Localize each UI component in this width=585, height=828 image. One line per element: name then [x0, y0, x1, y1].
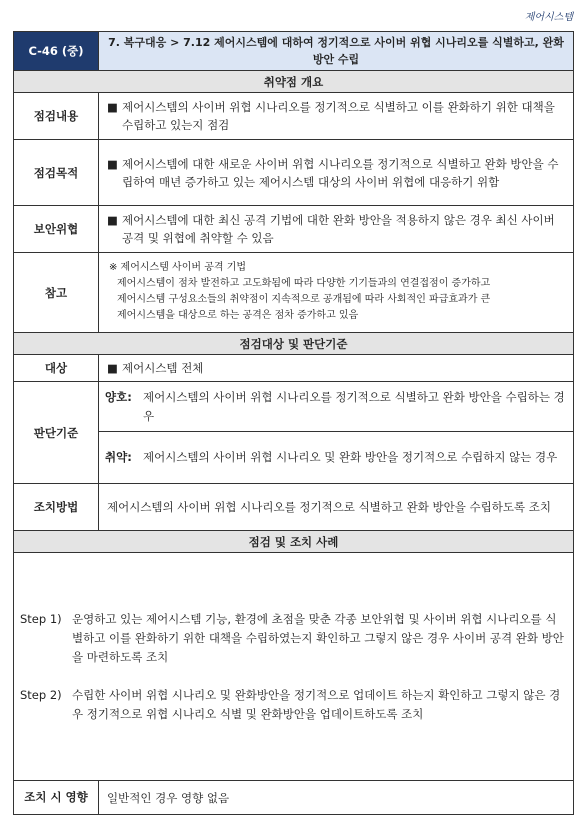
- row-label: 점검내용: [14, 93, 99, 140]
- row-text: 제어시스템의 사이버 위협 시나리오를 정기적으로 식별하고 완화 방안을 수립하도록 조치: [99, 484, 574, 531]
- vulnerability-check-table: [13, 31, 574, 815]
- row-text: 제어시스템 전체: [122, 361, 204, 375]
- row-check-content: [14, 93, 574, 140]
- item-code: C-46 (중): [14, 32, 99, 71]
- row-cases: [14, 553, 574, 781]
- reference-line: 제어시스템 구성요소들의 취약점이 지속적으로 공개됨에 따라 사회적인 파급효과가 큰: [117, 294, 491, 305]
- bullet-square-icon: ■: [107, 213, 118, 227]
- row-text: 일반적인 경우 영향 없음: [99, 781, 574, 815]
- row-action: [14, 484, 574, 531]
- bullet-square-icon: ■: [107, 100, 118, 114]
- row-label: 대상: [14, 355, 99, 382]
- section-cases-title: 점검 및 조치 사례: [14, 531, 574, 553]
- row-label: 참고: [14, 253, 99, 333]
- row-label: 조치방법: [14, 484, 99, 531]
- row-label: 판단기준: [14, 382, 99, 484]
- section-criteria-title: 점검대상 및 판단기준: [14, 333, 574, 355]
- row-label: 보안위협: [14, 206, 99, 253]
- row-label: 점검목적: [14, 140, 99, 206]
- row-criteria-good: [14, 382, 574, 432]
- step-key: Step 1): [20, 611, 62, 626]
- row-text: 제어시스템에 대한 새로운 사이버 위협 시나리오를 정기적으로 식별하고 완화 방안을 수립하여 매년 증가하고 있는 제어시스템 대상의 사이버 위협에 대응하기 위함: [122, 156, 559, 189]
- row-impact: [14, 781, 574, 815]
- case-step: [20, 610, 565, 667]
- step-text: 운영하고 있는 제어시스템 기능, 환경에 초점을 맞춘 각종 보안위협 및 사이버 위협 시나리오를 식별하고 이를 완화하기 위한 대책을 수립하였는지 확인하고 그렇지 않은 경우 사이버 공격 완화 방안을 마련하도록 조치: [72, 611, 564, 664]
- step-key: Step 2): [20, 687, 62, 702]
- case-step: [20, 686, 565, 724]
- row-text: 제어시스템에 대한 최신 공격 기법에 대한 완화 방안을 적용하지 않은 경우 최신 사이버 공격 및 위협에 취약할 수 있음: [122, 213, 555, 245]
- step-text: 수립한 사이버 위협 시나리오 및 완화방안을 정기적으로 업데이트 하는지 확인하고 그렇지 않은 경우 정기적으로 위협 시나리오 식별 및 완화방안을 업데이트하도록 조치: [72, 687, 561, 721]
- criteria-good-text: 제어시스템의 사이버 위협 시나리오를 정기적으로 식별하고 완화 방안을 수립하는 경우: [143, 389, 565, 423]
- criteria-weak-key: 취약:: [105, 450, 132, 464]
- row-target: [14, 355, 574, 382]
- row-check-purpose: [14, 140, 574, 206]
- reference-line: 제어시스템이 점차 발전하고 고도화됨에 따라 다양한 기기들과의 연결접점이 증가하고: [117, 278, 491, 289]
- document-category-label: 제어시스템: [524, 12, 573, 23]
- reference-title: ※ 제어시스템 사이버 공격 기법: [109, 262, 247, 273]
- criteria-weak-text: 제어시스템의 사이버 위협 시나리오 및 완화 방안을 정기적으로 수립하지 않는 경우: [143, 450, 558, 464]
- row-text: 제어시스템의 사이버 위협 시나리오를 정기적으로 식별하고 이를 완화하기 위한 대책을 수립하고 있는지 점검: [122, 100, 555, 132]
- item-title: 7. 복구대응 > 7.12 제어시스템에 대하여 정기적으로 사이버 위협 시나리오를 식별하고, 완화 방안 수립: [99, 32, 574, 71]
- row-security-threat: [14, 206, 574, 253]
- reference-line: 제어시스템을 대상으로 하는 공격은 점차 증가하고 있음: [117, 310, 359, 321]
- criteria-good-key: 양호:: [105, 389, 132, 404]
- bullet-square-icon: ■: [107, 156, 118, 171]
- row-label: 조치 시 영향: [14, 781, 99, 815]
- row-reference: [14, 253, 574, 333]
- section-overview-title: 취약점 개요: [14, 71, 574, 93]
- bullet-square-icon: ■: [107, 361, 118, 375]
